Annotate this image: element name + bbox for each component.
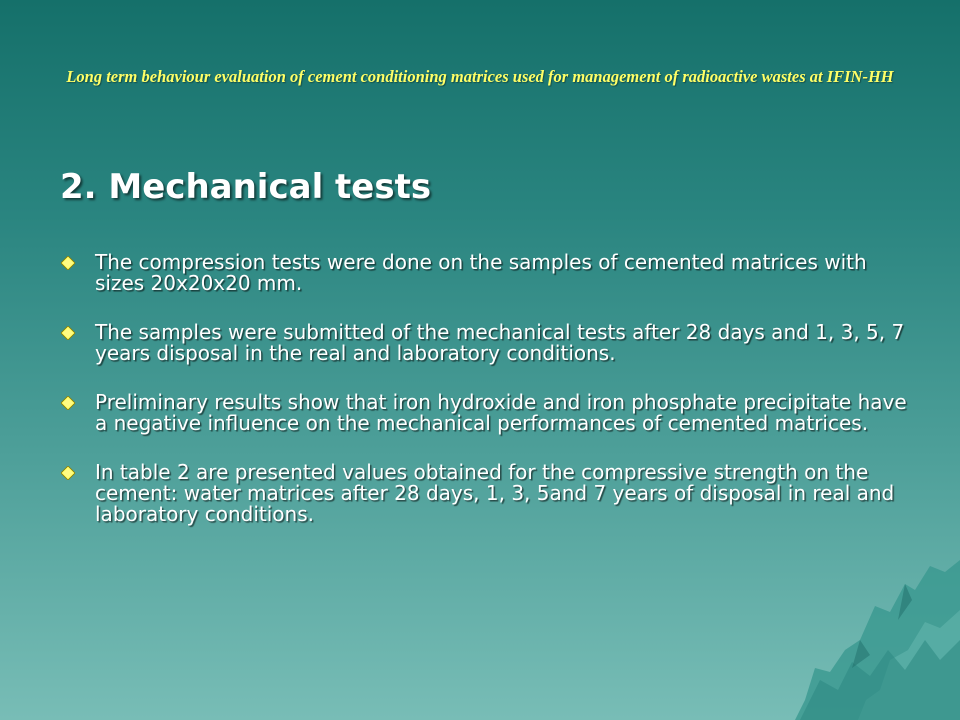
bullet-item	[60, 392, 920, 434]
bullet-list	[60, 252, 920, 553]
section-heading: 2. Mechanical tests	[60, 167, 432, 207]
diamond-bullet-icon	[61, 396, 75, 410]
slide-header: Long term behaviour evaluation of cement conditioning matrices used for management of radioactive wastes at IFIN-HH	[66, 67, 894, 86]
bullet-text: The compression tests were done on the samples of cemented matrices with sizes 20x20x20 mm.	[95, 250, 867, 295]
diamond-bullet-icon	[61, 326, 75, 340]
bullet-item	[60, 322, 920, 364]
diamond-bullet-icon	[61, 256, 75, 270]
bullet-item	[60, 252, 920, 294]
bullet-text: In table 2 are presented values obtained for the compressive strength on the cement: water matrices after 28 days, 1, 3, 5and 7 years of disposal in real and laboratory conditions.	[95, 460, 895, 526]
bullet-text: Preliminary results show that iron hydroxide and iron phosphate precipitate have a negative influence on the mechanical performances of cemented matrices.	[95, 390, 907, 435]
bullet-text: The samples were submitted of the mechanical tests after 28 days and 1, 3, 5, 7 years disposal in the real and laboratory conditions.	[95, 320, 905, 365]
bullet-item	[60, 462, 920, 525]
diamond-bullet-icon	[61, 466, 75, 480]
